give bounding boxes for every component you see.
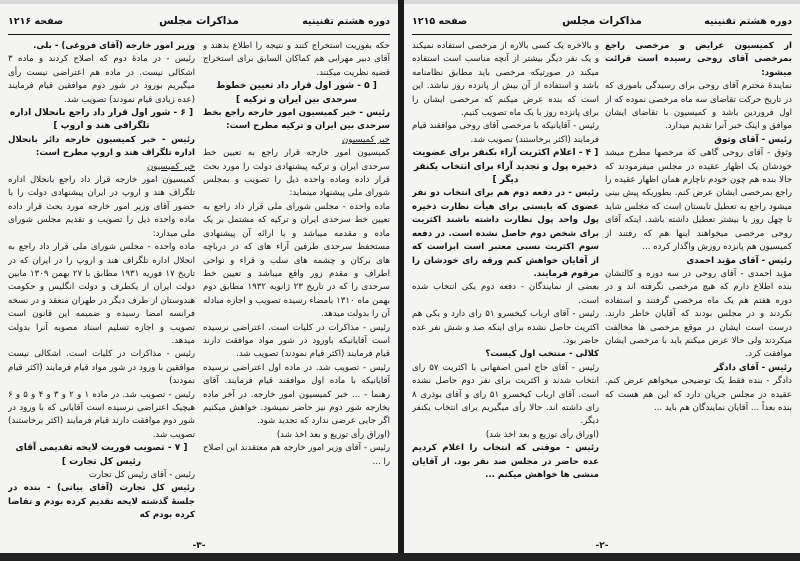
page-header (8, 14, 390, 32)
header-rule (412, 34, 792, 35)
paragraph: رئیس - آقای رئیس کل تجارت (88, 470, 195, 480)
paragraph: وزیر امور خارجه (آقای فروغی) - بلی. (33, 41, 195, 51)
running-title: مذاکرات مجلس (159, 15, 239, 27)
paragraph: خبر کمیسیون (146, 161, 195, 172)
paragraph: مؤید احمدی - آقای روحی در سه دوره و کالتشان بنده اطلاع دارم که هیچ مرخصی نگرفته اند و در دوره هفتم هم یک ماه مرخصی گرفتند و استفاده نکردند و در مجلس بودند که آقایان خاطر دارند. درست است ایشان در موقع مرخصی ها مخالفت میکردند ولی حالا عرض میکنم باید با مرخصی ایشان موافقت کرد. (605, 268, 792, 360)
section-heading: [ ۶ - شور اول قرار داد راجع بانحلال اداره تلگرافی هند و اروپ ] (9, 108, 194, 132)
paragraph: رئیس - آقای مؤید احمدی (686, 255, 792, 266)
page-number: صفحه ۱۲۱۶ (8, 16, 64, 27)
paragraph: رئیس - آقای دادگر (713, 362, 792, 373)
page-header (412, 14, 792, 32)
paragraph: رئیس - مذاکرات در کلیات است. اشکالی نیست موافقین با ورود در شور مواد قیام فرمایند (اکثر قیام نمودند) (8, 349, 195, 387)
column-right (203, 40, 390, 535)
paragraph: رئیس - تصویب شد. در ماده اول اعتراضی نرسیده آقایانیکه با ماده اول موافقند قیام فرمایند. آقای رهنما - ... خبر کمیسیون امور خارجه. در آخر ماده بخارجه شور دوم نیز حاضر نمیشود. خواهش میکنیم اگر جایی عرضی ندارد که تجدید شود. (203, 362, 390, 427)
column-right (605, 40, 792, 535)
paragraph: رئیس - خبر کمیسیون امور خارجه راجع بخط سرحدی بین ایران و ترکیه مطرح است: (203, 108, 390, 132)
paragraph: کمیسیون امور خارجه قرار داد راجع بانحلال اداره تلگراف هند و اروپ در ایران پیشنهادی دولت را با حضور آقای وزیر امور خارجه مورد بحث قرار داده ماده واحده ذیل را تصویب و تقدیم مجلس شورای ملی میدارد: (8, 175, 195, 239)
paragraph: رئیس - خبر کمیسیون خارجه دائر بانحلال اداره تلگراف هند و اروپ مطرح است: (8, 134, 195, 159)
paragraph: رئیس - آقای حاج امین اصفهانی با اکثریت ۵۷ رای انتخاب شدند و اکثریت برای نفر دوم حاصل نشده است. آقای ارباب کیخسرو ۵۱ رای و آقای بوذری ۸ رای داشته اند. حالا رأی میگیریم برای انتخاب یکنفر دیگر. (412, 362, 599, 427)
paragraph: رئیس - آقای وزیر امور خارجه هم معتقدند این اصلاح را ... (203, 443, 390, 467)
paragraph: رئیس - آقای ارباب کیخسرو ۵۱ رای دارد و یکی هم اکثریت حاصل نشده برای اینکه صد و شش نفر عده حاضر بود. (412, 309, 599, 346)
session-label: دوره هشتم تقنینیه (302, 16, 390, 27)
paragraph: رئیس - مذاکرات در کلیات است. اعتراضی نرسیده است آقایانیکه باورود در شور مواد موافقت دارند قیام فرمایند (اکثر قیام نمودند) تصویب شد. (203, 322, 390, 360)
page-footer: -۲- (595, 541, 609, 551)
section-heading: [ ۷ - تصویب فوریت لایحه تقدیمی آقای رئیس کل تجارت ] (15, 443, 188, 467)
paragraph: رئیس - تصویب شد. در ماده ۱ و ۲ و ۳ و ۴ و ۵ و ۶ هیچیک اعتراضی نرسیده است آقایانی که با ورود در شور دوم موافقت دارند قیام فرمایند (اکثر برخاستند) تصویب شد. (8, 389, 195, 440)
column-left (8, 40, 195, 535)
paragraph: ماده واحده - مجلس شورای ملی قرار داد راجع به تعیین خط سرحدی ایران و ترکیه که مشتمل بر یک ماده و مقدمه میباشد و با ارائه آن پیشنهادی مستحفظ سرحدی طرفین آراء های که در درباچه های برکان و چشمه های سلب و قراء و نواحی اطراف و مقدم زور واقع میباشد و تعیین خط سرحدی را که در تاریخ ۲۳ ژانویه ۱۹۳۲ مطابق دوم بهمن ماه ۱۳۱۰ بامضاء رسیده تصویب و اجازه مبادله آن را بدولت میدهد. (203, 201, 390, 320)
scan-edge (0, 553, 800, 561)
paragraph: رئیس - آقایانیکه با مرخصی آقای روحی موافقند قیام فرمایند (اکثر برخاستند) تصویب شد. (412, 121, 599, 145)
paragraph: بعضی از نمایندگان - دفعه دوم یکی انتخاب شده است. (412, 282, 599, 306)
left-page (0, 4, 398, 557)
page-number: صفحه ۱۲۱۵ (412, 16, 468, 27)
paragraph: حکه بفوریت استخراج کنند و نتیجه را اطلاع بدهند و آقای دبیر مهرابی هم کماکان السابق برای استخراج قضیه نظریت میکنند. (203, 41, 390, 78)
header-rule (8, 34, 390, 35)
paragraph: کلالی - منتخب اول کیست؟ (485, 349, 599, 360)
paragraph: رئیس - در دفعه دوم هم برای انتخاب دو نفر عضوی که بایستی برای هیأت نظارت ذخیره پول واحد پول نظارت داشته باشند اکثریت برای شخص دوم حاصل نشده است. در دفعه سوم اکثریت نسبی معتبر است ابزاست که از آقایان خواهش کنم ورقه رای خودشان را مرقوم فرمایند. (412, 188, 599, 279)
paragraph: رئیس - در مادهٔ دوم که اصلاح کردند و ماده ۳ اشکالی نیست. در ماده هم اعتراضی نیست رأی میگیریم بورود در شور دوم موافقین قیام فرمایند (عده زیادی قیام نمودند) تصویب شد. (8, 54, 195, 105)
page-footer: -۳- (192, 541, 206, 551)
paragraph: کمیسیون امور خارجه قرار راجع به تعیین خط سرحدی ایران و ترکیه پیشنهادی دولت را مورد بحث قرار داده وماده واحده ذیل را تصویب و بمجلس شورای ملی پیشنهاد مینماید: (203, 148, 390, 199)
paragraph: از کمیسیون عرایض و مرخصی راجع بمرخصی آقای روحی رسیده است قرائت میشود: (605, 41, 792, 78)
paragraph: دادگر - بنده فقط یک توضیحی میخواهم عرض کنم. عقیده در مجلس جریان دارد که این هم هست که بنده بعداً ... آقایان نمایندگان هم باید ... (605, 376, 792, 413)
paragraph: (اوراق رأی توزیع و بعد اخذ شد) (276, 429, 390, 440)
paragraph: وثوق - آقای روحی گاهی که مرخصها مطرح میشد خودشان یک اظهار عقیده در مجلس میفرمودند که حالا بنده هم چون خودم ناچارم همان اظهار عقیده را راجع بمرخصی ایشان عرض کنم. بطوریکه پیش بینی میشود راجع به تعطیل تابستان است که مجلس شاید تا چهل روز یا بیشتر تعطیل داشته باشد. اینکه آقای روحی مرخصی میخواهند اینها هم که رفتند از کمیسیون هم پانزده روزش واگذار کرده ... (605, 148, 792, 253)
paragraph: خبر کمیسیون (341, 134, 390, 145)
section-heading: [ ۴ - اعلام اکثریت آراء بکنفر برای عضویت ذخیره پول و تجدید آراء برای انتخاب یکنفر دیگر ] (412, 148, 599, 186)
column-left (412, 40, 599, 535)
paragraph: (اوراق رأی توزیع و بعد اخذ شد) (485, 429, 599, 440)
running-title: مذاکرات مجلس (562, 15, 642, 27)
right-page (404, 4, 800, 557)
paragraph: رئیس - آقای وثوق (714, 134, 792, 145)
paragraph: ماده واحده - مجلس شورای ملی قرار داد راجع به انحلال اداره تلگراف هند و اروپ را در ایران که در تاریخ ۱۷ فوریه ۱۹۳۱ مطابق با ۲۷ بهمن ۱۳۰۹ مابین دولت ایران از یکطرف و دولت انگلیس و حکومت هندوستان از طرف دیگر در طهران منعقد و در نسخه فرانسه امضا رسیده و ضمیمه این قانون است تصویب و اجازه تسلیم اسناد مصوبه آنرا بدولت میدهد. (8, 242, 195, 346)
section-heading: [ ۵ - شور اول قرار داد تعیین خطوط سرحدی بین ایران و ترکیه ] (216, 81, 377, 105)
paragraph: رئیس کل تجارت (آقای بیاتی) - بنده در جلسهٔ گذشته لایحه تقدیم کرده بودم و تقاضا کرده بودم که (8, 483, 195, 521)
paragraph: و بالاخره یک کسی بالاره از مرخصی استفاده نمیکند و یک نفر دیگر بیشتر از آنچه مناسب است استفاده میکند در صورتیکه مرخصی باید مطابق نظامنامه باشد و استفاده از آن بیش از پانزده روز نباشد. این است که بنده عرض میکنم که مرخصی ایشان را برای پانزده روز یا یک ماه تصویب کنیم. (412, 41, 599, 119)
paragraph: نمایندهٔ محترم آقای روحی برای رسیدگی باموری که در تاریخ حرکت تقاضای سه ماه مرخصی نموده که از اول فروردین باشد و کمیسیون با تقاضای ایشان موافق و اینک خبر آنرا تقدیم میدارد. (605, 81, 792, 132)
session-label: دوره هشتم تقنینیه (704, 16, 792, 27)
paragraph: رئیس - موقتی که انتخاب را اعلام کردیم عده حاضر در مجلس صد نفر بود. از آقایان منشی ها خواهش میکنم ... (412, 443, 599, 480)
